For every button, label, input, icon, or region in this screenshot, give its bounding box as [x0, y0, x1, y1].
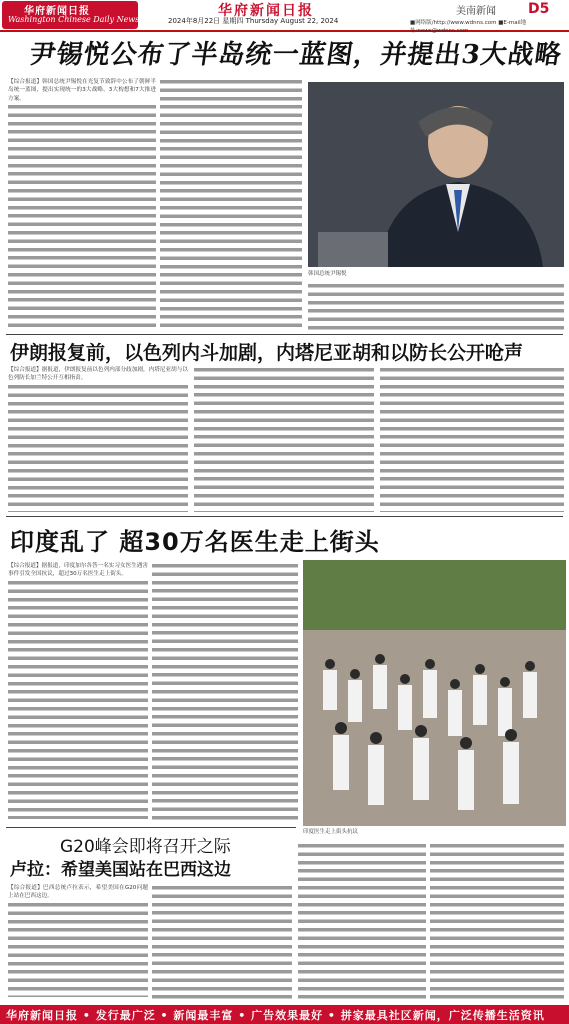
article2-column-3 — [380, 366, 564, 512]
article1-headline: 尹锡悦公布了半岛统一蓝图，并提出3大战略 — [27, 40, 564, 70]
article1-photo — [308, 82, 564, 267]
speaker-figure — [308, 82, 564, 267]
article4-lead: 【综合报道】巴西总统卢拉表示，希望美国在G20问题上站在巴西这边。 — [8, 885, 148, 900]
article2-column-2 — [194, 366, 374, 512]
divider-2 — [6, 516, 563, 517]
divider-3 — [6, 827, 296, 828]
divider-1 — [6, 334, 563, 335]
article4-column-2 — [152, 884, 292, 1002]
article2-column-1 — [8, 366, 188, 512]
section-name: 美南新闻 — [456, 6, 496, 17]
article1-body-text — [8, 103, 156, 330]
article4-column-3 — [298, 842, 426, 1002]
article1-lead: 【综合报道】韩国总统尹锡悦在光复节致辞中公布了朝鲜半岛统一蓝图，提出实现统一的3大战略、3大构想和7大推进方案。 — [8, 79, 156, 102]
article3-headline: 印度乱了 超30万名医生走上街头 — [10, 528, 380, 556]
article3-body-text — [8, 579, 148, 819]
article3-photo — [303, 560, 566, 826]
article1-column-1 — [8, 78, 156, 330]
article3-column-1 — [8, 562, 148, 824]
contact-info: ■网络版/http://www.wdnns.com ■E-mail地址:news@wdnns.com — [410, 20, 527, 34]
article2-headline: 伊朗报复前，以色列内斗加剧，内塔尼亚胡和以防长公开呛声 — [10, 342, 524, 364]
article3-photo-caption: 印度医生走上街头抗议 — [303, 829, 359, 835]
article4-body-text — [8, 901, 148, 997]
article4-headline-top: G20峰会即将召开之际 — [60, 837, 231, 857]
article2-body-text — [8, 383, 188, 512]
article4-column-1 — [8, 884, 148, 1002]
issue-date: 2024年8月22日 星期四 Thursday August 22, 2024 — [168, 17, 339, 25]
paper-name: 华府新闻日报 — [218, 3, 314, 19]
logo-english-name: Washington Chinese Daily News — [8, 15, 140, 24]
footer-slogan: 华府新闻日报 • 发行最广泛 • 新闻最丰富 • 广告效果最好 • 拼家最具社区新闻，广泛传播生活资讯 — [6, 1009, 545, 1022]
article4-headline-main: 卢拉：希望美国站在巴西这边 — [10, 860, 231, 880]
article1-column-2 — [160, 78, 302, 330]
article2-lead: 【综合报道】据报道，伊朗报复前以色列内部分歧加剧，内塔尼亚胡与以色列防长加兰特公开互相指责。 — [8, 367, 188, 382]
article3-lead: 【综合报道】据报道，印度加尔各答一名实习女医生遇害事件引发全国抗议，超过30万名医生走上街头。 — [8, 563, 148, 578]
article4-column-4 — [430, 842, 564, 1002]
protest-crowd-figure — [303, 560, 566, 826]
page-number: D5 — [528, 1, 550, 17]
article3-column-2 — [152, 562, 298, 824]
logo-chinese-name: 华府新闻日报 — [24, 6, 90, 17]
article1-photo-caption: 韩国总统尹锡悦 — [308, 271, 347, 277]
article1-column-3 — [308, 282, 564, 330]
